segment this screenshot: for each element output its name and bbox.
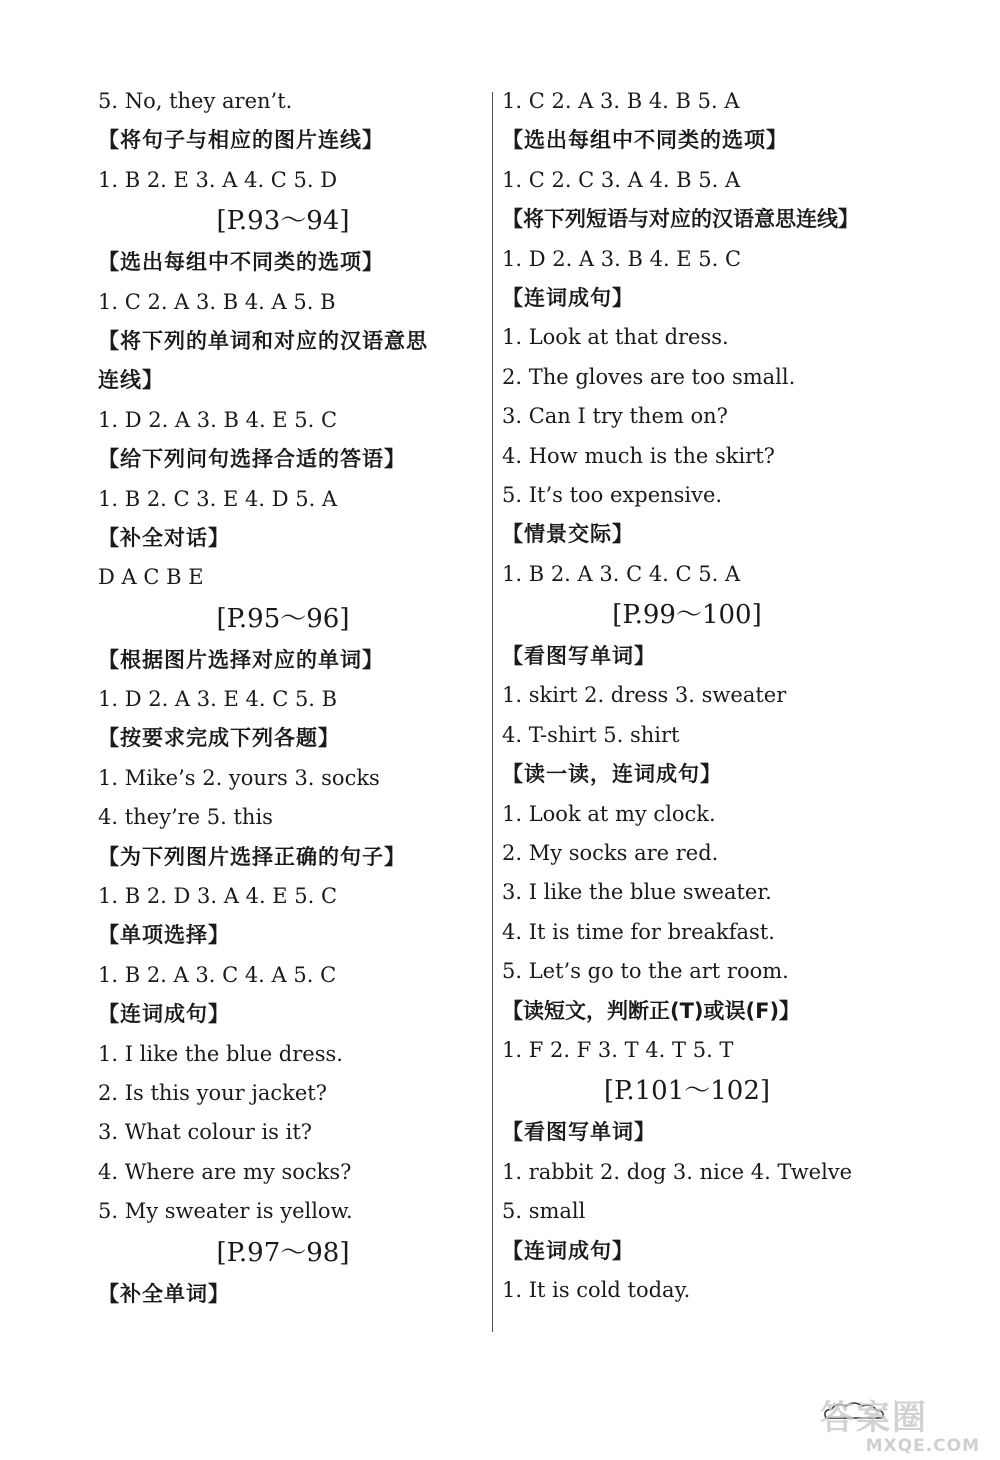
right-column-heading-17: 【读一读，连词成句】 [502, 762, 722, 787]
left-column-answers-18: 4. they’re 5. this [98, 805, 273, 830]
right-column-answers-19: 2. My socks are red. [502, 841, 719, 866]
left-column-answers-0: 5. No, they aren’t. [98, 89, 293, 113]
right-column-heading-11: 【情景交际】 [502, 522, 634, 547]
right-column-answers-30: 1. It is cold today. [502, 1277, 691, 1302]
left-column-answers-5: 1. C 2. A 3. B 4. A 5. B [98, 289, 336, 314]
left-column-answers-20: 1. B 2. D 3. A 4. E 5. C [98, 884, 338, 909]
left-column-answers-2: 1. B 2. E 3. A 4. C 5. D [98, 167, 338, 192]
right-column-answers-22: 5. Let’s go to the art room. [502, 959, 789, 984]
left-column-heading-16: 【按要求完成下列各题】 [98, 726, 340, 751]
right-column-answers-6: 1. Look at that dress. [502, 325, 729, 350]
right-column-answers-8: 3. Can I try them on? [502, 404, 728, 429]
right-column-answers-2: 1. C 2. C 3. A 4. B 5. A [502, 167, 741, 192]
column-divider [492, 92, 493, 1332]
left-column-answers-15: 1. D 2. A 3. E 4. C 5. B [98, 687, 338, 712]
watermark-logo-text: 答案圈 [820, 1398, 928, 1438]
right-column-heading-14: 【看图写单词】 [502, 644, 656, 669]
left-column-answers-12: D A C B E [98, 565, 204, 590]
right-column-answers-21: 4. It is time for breakfast. [502, 919, 775, 944]
left-column-answers-25: 2. Is this your jacket? [98, 1080, 327, 1105]
left-column-heading-14: 【根据图片选择对应的单词】 [98, 647, 384, 672]
left-column [98, 82, 488, 1314]
right-column-heading-5: 【连词成句】 [502, 285, 634, 310]
right-column-heading-26: 【看图写单词】 [502, 1120, 656, 1145]
right-column-answers-15: 1. skirt 2. dress 3. sweater [502, 683, 787, 708]
right-column-answers-24: 1. F 2. F 3. T 4. T 5. T [502, 1037, 734, 1062]
right-column-answers-9: 4. How much is the skirt? [502, 443, 775, 468]
right-column-answers-10: 5. It’s too expensive. [502, 482, 723, 507]
left-column-pageref-13: [P.95～96] [216, 603, 350, 634]
right-column-answers-27: 1. rabbit 2. dog 3. nice 4. Twelve [502, 1159, 853, 1184]
watermark [820, 1400, 980, 1456]
left-column-answers-28: 5. My sweater is yellow. [98, 1199, 353, 1224]
left-column-heading-11: 【补全对话】 [98, 525, 230, 550]
left-column-answers-22: 1. B 2. A 3. C 4. A 5. C [98, 962, 337, 987]
left-column-heading-19: 【为下列图片选择正确的句子】 [98, 844, 406, 869]
left-column-heading-23: 【连词成句】 [98, 1002, 230, 1027]
right-column-answers-4: 1. D 2. A 3. B 4. E 5. C [502, 246, 742, 271]
right-column-answers-16: 4. T-shirt 5. shirt [502, 722, 680, 747]
right-column-answers-20: 3. I like the blue sweater. [502, 880, 772, 905]
watermark-site-text: MXQE.COM [865, 1436, 980, 1456]
right-column-answers-12: 1. B 2. A 3. C 4. C 5. A [502, 561, 741, 586]
right-column-heading-1: 【选出每组中不同类的选项】 [502, 128, 788, 153]
left-column-heading-21: 【单项选择】 [98, 923, 230, 948]
right-column-pageref-13: [P.99～100] [612, 600, 762, 631]
left-column-answers-24: 1. I like the blue dress. [98, 1041, 343, 1066]
left-column-heading-7: 连线】 [98, 368, 164, 393]
right-column [502, 82, 892, 1310]
left-column-heading-30: 【补全单词】 [98, 1281, 230, 1306]
right-column-answers-18: 1. Look at my clock. [502, 801, 716, 826]
left-column-heading-6: 【将下列的单词和对应的汉语意思 [98, 328, 428, 353]
right-column-heading-3: 【将下列短语与对应的汉语意思连线】 [502, 207, 859, 232]
left-column-answers-17: 1. Mike’s 2. yours 3. socks [98, 765, 380, 790]
left-column-heading-9: 【给下列问句选择合适的答语】 [98, 447, 406, 472]
left-column-answers-27: 4. Where are my socks? [98, 1159, 352, 1184]
left-column-heading-4: 【选出每组中不同类的选项】 [98, 250, 384, 275]
left-column-answers-26: 3. What colour is it? [98, 1120, 313, 1145]
right-column-answers-28: 5. small [502, 1199, 586, 1224]
right-column-pageref-25: [P.101～102] [603, 1076, 771, 1107]
right-column-answers-7: 2. The gloves are too small. [502, 364, 796, 389]
right-column-heading-29: 【连词成句】 [502, 1238, 634, 1263]
left-column-answers-10: 1. B 2. C 3. E 4. D 5. A [98, 486, 338, 511]
right-column-heading-23: 【读短文，判断正(T)或误(F)】 [502, 998, 801, 1023]
left-column-heading-1: 【将句子与相应的图片连线】 [98, 128, 384, 153]
left-column-pageref-29: [P.97～98] [216, 1237, 350, 1268]
left-column-pageref-3: [P.93～94] [216, 206, 350, 237]
right-column-answers-0: 1. C 2. A 3. B 4. B 5. A [502, 89, 740, 113]
left-column-answers-8: 1. D 2. A 3. B 4. E 5. C [98, 407, 338, 432]
